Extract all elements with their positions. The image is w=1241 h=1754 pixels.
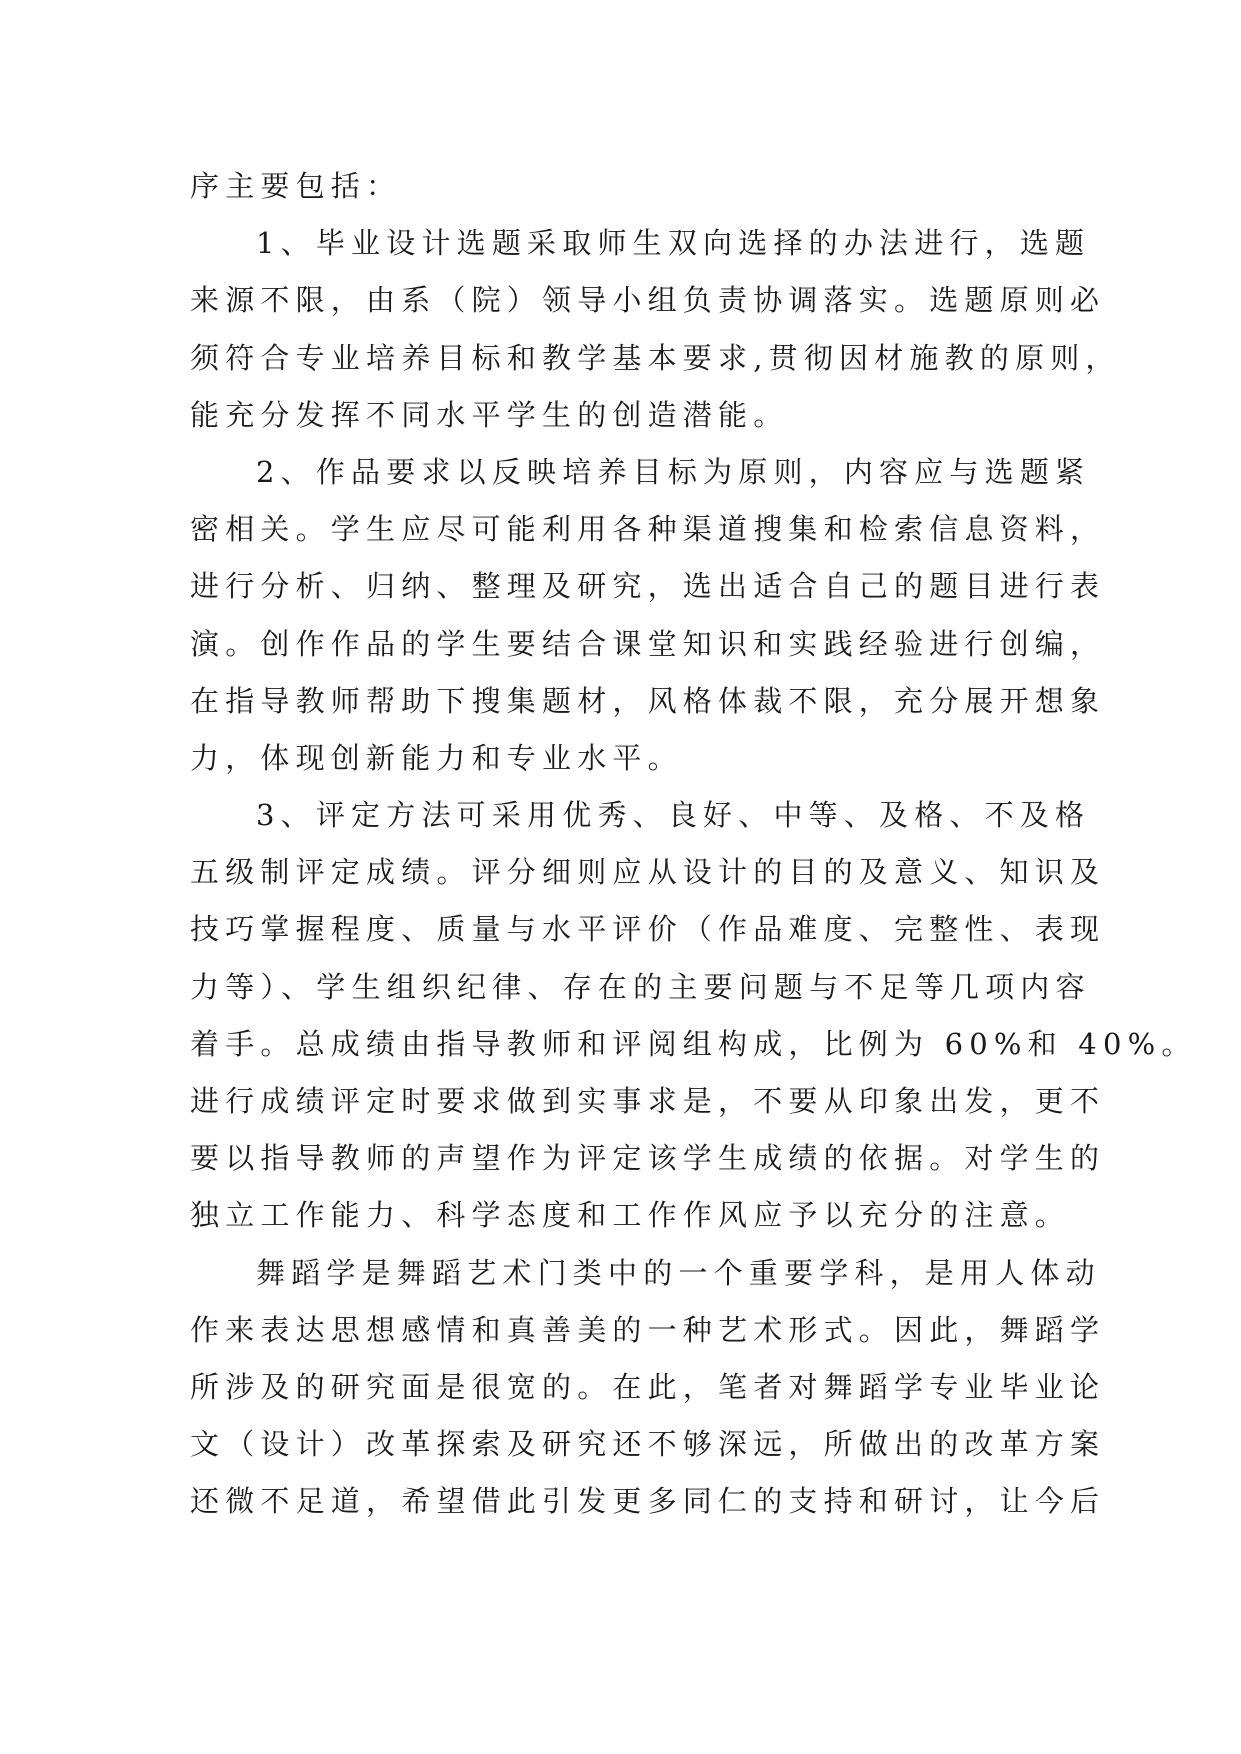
text-line: 还微不足道，希望借此引发更多同仁的支持和研讨，让今后 bbox=[190, 1484, 1106, 1519]
text-line: 作来表达思想感情和真善美的一种艺术形式。因此，舞蹈学 bbox=[190, 1312, 1106, 1347]
text-line: 进行分析、归纳、整理及研究，选出适合自己的题目进行表 bbox=[190, 569, 1106, 604]
text-line: 1、毕业设计选题采取师生双向选择的办法进行，选题 bbox=[256, 226, 1091, 261]
text-line: 要以指导教师的声望作为评定该学生成绩的依据。对学生的 bbox=[190, 1141, 1106, 1176]
text-line: 技巧掌握程度、质量与水平评价（作品难度、完整性、表现 bbox=[190, 912, 1106, 947]
text-line: 所涉及的研究面是很宽的。在此，笔者对舞蹈学专业毕业论 bbox=[190, 1369, 1106, 1404]
text-line: 在指导教师帮助下搜集题材，风格体裁不限，充分展开想象 bbox=[190, 683, 1106, 718]
text-line: 序主要包括： bbox=[190, 169, 402, 203]
text-line: 力，体现创新能力和专业水平。 bbox=[190, 740, 683, 775]
text-line: 文（设计）改革探索及研究还不够深远，所做出的改革方案 bbox=[190, 1427, 1106, 1462]
text-line: 演。创作作品的学生要结合课堂知识和实践经验进行创编， bbox=[190, 626, 1106, 661]
text-line: 来源不限，由系（院）领导小组负责协调落实。选题原则必 bbox=[190, 283, 1106, 318]
text-line: 须符合专业培养目标和教学基本要求,贯彻因材施教的原则， bbox=[190, 340, 1121, 375]
document-page bbox=[190, 158, 1197, 1531]
text-line: 着手。总成绩由指导教师和评阅组构成，比例为 60%和 40%。 bbox=[190, 1026, 1197, 1061]
text-line: 能充分发挥不同水平学生的创造潜能。 bbox=[190, 397, 789, 432]
text-line: 3、评定方法可采用优秀、良好、中等、及格、不及格 bbox=[256, 798, 1091, 833]
text-line: 力等）、学生组织纪律、存在的主要问题与不足等几项内容 bbox=[190, 969, 1091, 1004]
text-line: 进行成绩评定时要求做到实事求是，不要从印象出发，更不 bbox=[190, 1084, 1106, 1118]
text-line: 2、作品要求以反映培养目标为原则，内容应与选题紧 bbox=[256, 454, 1091, 489]
text-line: 舞蹈学是舞蹈艺术门类中的一个重要学科，是用人体动 bbox=[256, 1255, 1101, 1290]
text-line: 五级制评定成绩。评分细则应从设计的目的及意义、知识及 bbox=[190, 855, 1106, 890]
text-line: 独立工作能力、科学态度和工作作风应予以充分的注意。 bbox=[190, 1198, 1071, 1233]
text-line: 密相关。学生应尽可能利用各种渠道搜集和检索信息资料， bbox=[190, 512, 1106, 547]
